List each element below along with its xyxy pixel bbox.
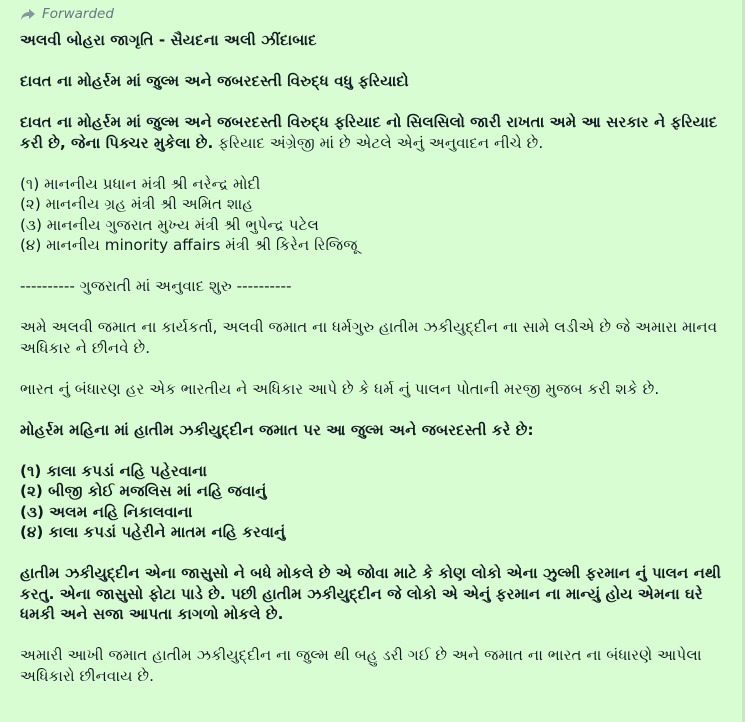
recipient-item: (૨) માનનીય ગ્રહ મંત્રી શ્રી અમિત શાહ [20, 195, 254, 213]
paragraph-3: હાતીમ ઝકીયુદ્દીન એના જાસુસો ને બધે મોકલે છે એ જોવા માટે કે કોણ લોકો એના ઝુલ્મી ફરમાન નું પાલન નથી કરતુ. એના જાસુસો ફોટા પાડે છે. પછી હાતીમ ઝકીયુદ્દીન જે લોકો એ એનું ફરમાન ના માન્યું હોય એમના ઘરે ધમકી અને સજા આપતા કાગળો મોકલે છે. [20, 564, 721, 623]
intro-paragraph [20, 112, 727, 153]
paragraph-2: ભારત નું બંધારણ હર એક ભારતીય ને અધિકાર આપે છે કે ધર્મ નું પાલન પોતાની મરજી મુજબ કરી શકે છે. [20, 379, 660, 398]
intro-normal-text: ફરિયાદ અંગ્રેજી માં છે એટલે એનું અનુવાદન નીચે છે. [213, 133, 544, 152]
muharram-heading: મોહર્રમ મહિના માં હાતીમ ઝકીયુદ્દીન જમાત પર આ જુલ્મ અને જબરદસ્તી કરે છે: [20, 420, 534, 439]
recipient-item: (૩) માનનીય ગુજરાત મુખ્ય મંત્રી શ્રી ભુપેન્દ્ર પટેલ [20, 215, 319, 234]
paragraph-1: અમે અલવી જમાત ના કાર્યકર્તા, અલવી જમાત ના ધર્મગુરુ હાતીમ ઝકીયુદ્દીન ના સામે લડીએ છે જે અમારા માનવ અધિકાર ને છીનવે છે. [20, 318, 718, 357]
paragraph-4: અમારી આખી જમાત હાતીમ ઝકીયુદ્દીન ના જુલ્મ થી બહુ ડરી ગઈ છે અને જમાત ના ભારત ના બંધારણે આપેલા અધિકારો છીનવાય છે. [20, 646, 702, 685]
restriction-item: (૨) બીજી કોઈ મજલિસ માં નહિ જવાનું [20, 482, 267, 500]
recipient-list [20, 174, 727, 256]
message-title: અલવી બોહરા જાગૃતિ - સૈયદના અલી ઝીંદાબાદ [20, 31, 317, 49]
message-text [20, 30, 727, 686]
forwarded-label: Forwarded [42, 6, 114, 22]
translation-header: ---------- ગુજરાતી માં અનુવાદ શુરુ ---------- [20, 277, 292, 295]
intro-bold-text: દાવત ના મોહર્રમ માં જુલ્મ અને જબરદસ્તી વિરુદ્ધ ફરિયાદ નો સિલસિલો જારી રાખતા અમે આ સરકાર ને ફરિયાદ કરી છે, જેના પિક્ચર મુકેલા છે. [20, 113, 718, 152]
recipient-item: (૧) માનનીય પ્રધાન મંત્રી શ્રી નરેન્દ્ર મોદી [20, 174, 261, 193]
forward-arrow-icon [20, 8, 36, 21]
recipient-item: (૪) માનનીય minority affairs મંત્રી શ્રી કિરેન રિજિજૂ [20, 236, 358, 254]
restriction-item: (૪) કાલા કપડાં પહેરીને માતમ નહિ કરવાનું [20, 523, 286, 541]
forwarded-indicator [20, 4, 727, 24]
restriction-item: (૧) કાલા કપડાં નહિ પહેરવાના [20, 461, 208, 480]
restriction-item: (૩) અલમ નહિ નિકાલવાના [20, 502, 193, 521]
restriction-list [20, 461, 727, 543]
message-subject: દાવત ના મોહર્રમ માં જુલ્મ અને જબરદસ્તી વિરુદ્ધ વધુ ફરિયાદો [20, 72, 409, 90]
